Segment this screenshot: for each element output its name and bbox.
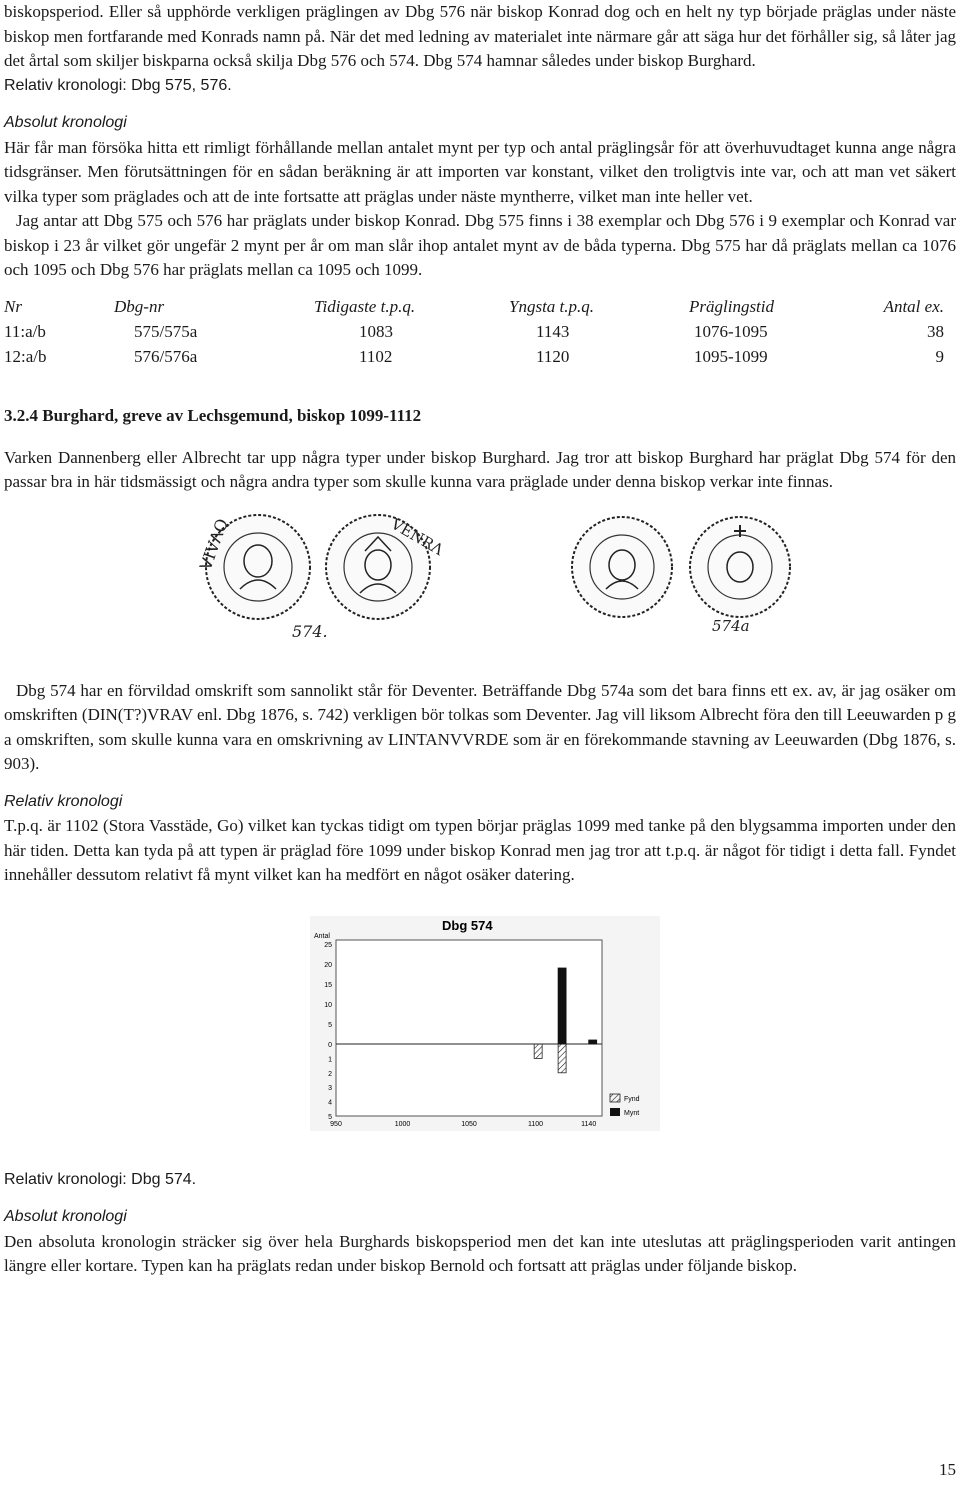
coin-label: 574a	[712, 616, 750, 635]
table-cell: 575/575a	[134, 322, 198, 341]
relative-chronology-line: Relativ kronologi: Dbg 575, 576.	[4, 76, 232, 94]
y-tick-label: 1	[328, 1055, 332, 1063]
absolute-chronology-heading-2: Absolut kronologi	[4, 1208, 127, 1225]
table-header: Präglingstid	[689, 297, 775, 316]
table-row	[4, 345, 944, 370]
y-tick-label: 15	[324, 981, 332, 989]
section-paragraph-4: Den absoluta kronologin sträcker sig över hela Burghards biskopsperiod men det kan inte uteslutas att präglingsperioden varit antingen längre eller kortare. Typen kan ha präglats redan under biskop Bernold och fortsatt att präglas under följande biskop.	[4, 1231, 956, 1275]
coin-type-table	[4, 295, 944, 370]
legend-label-fynd: Fynd	[624, 1095, 640, 1103]
obverse-rim	[572, 517, 672, 617]
table-cell: 1102	[359, 347, 393, 366]
table-header: Yngsta t.p.q.	[509, 297, 595, 316]
obverse-legend: ᐯIVᐱQ	[195, 515, 232, 572]
table-cell: 12:a/b	[4, 347, 47, 366]
y-tick-label: 4	[328, 1099, 332, 1107]
relative-chronology-line-2: Relativ kronologi: Dbg 574.	[4, 1170, 197, 1188]
page-number: 15	[939, 1460, 956, 1479]
x-tick-label: 950	[330, 1120, 342, 1128]
fynd-bar	[558, 1044, 566, 1073]
section-paragraph-3: T.p.q. är 1102 (Stora Vasstäde, Go) vilket kan tyckas tidigt om typen börjar präglas 1099 med tanke på den blygsamma importen under den här tiden. Detta kan tyda på att typen är präglad före 1099 under biskop Konrad men jag tror att t.p.q. är något för tidigt i detta fall. Fyndet innehåller dessutom relativt få mynt vilket kan ha medfört en något osäker datering.	[4, 816, 956, 884]
chart-title: Dbg 574	[442, 917, 493, 933]
coin-label: 574.	[292, 621, 328, 641]
table-header-row	[4, 295, 944, 320]
y-tick-label: 25	[324, 941, 332, 949]
y-tick-label: 2	[328, 1070, 332, 1078]
table-header: Nr	[4, 297, 22, 316]
fynd-bar	[534, 1044, 542, 1058]
x-tick-label: 1000	[394, 1120, 411, 1128]
table-cell: 11:a/b	[4, 322, 46, 341]
y-tick-label: 3	[328, 1084, 332, 1092]
x-tick-label: 1100	[527, 1120, 544, 1128]
page-content	[4, 0, 956, 1279]
relative-chronology-heading: Relativ kronologi	[4, 792, 123, 810]
coin-images	[4, 509, 956, 679]
chart-area	[4, 916, 956, 1146]
intro-paragraph-3: Jag antar att Dbg 575 och 576 har präglats under biskop Konrad. Dbg 575 finns i 38 exemplar och Dbg 576 i 9 exemplar och Konrad var biskop i 23 år vilket gör ungefär 2 mynt per år om man slår ihop antalet mynt av de båda typerna. Dbg 575 har då präglats mellan ca 1076 och 1095 och Dbg 576 har präglats mellan ca 1095 och 1099.	[4, 211, 956, 279]
table-header: Tidigaste t.p.q.	[314, 297, 416, 316]
dbg-574-chart	[310, 916, 660, 1131]
table-cell: 1076-1095	[694, 322, 768, 341]
table-header: Antal ex.	[883, 297, 944, 316]
absolute-chronology-heading: Absolut kronologi	[4, 114, 127, 131]
table-cell: 1143	[536, 322, 570, 341]
mynt-bar	[558, 968, 566, 1044]
y-axis-label: Antal	[314, 932, 330, 940]
table-cell: 9	[935, 347, 944, 366]
y-tick-label: 0	[328, 1041, 332, 1049]
y-tick-label: 10	[324, 1001, 332, 1009]
section-paragraph-1: Varken Dannenberg eller Albrecht tar upp några typer under biskop Burghard. Jag tror att biskop Burghard har präglat Dbg 574 för den passar bra in här tidsmässigt och några andra typer som skulle kunna vara präglade under denna biskop verkar inte finnas.	[4, 447, 956, 491]
section-heading: 3.2.4 Burghard, greve av Lechsgemund, biskop 1099-1112	[4, 405, 422, 425]
y-tick-label: 5	[328, 1113, 332, 1121]
legend-swatch-fynd	[610, 1094, 620, 1102]
table-cell: 1083	[359, 322, 393, 341]
intro-paragraph-2: Här får man försöka hitta ett rimligt förhållande mellan antalet mynt per typ och antal präglingsår för att överhuvudtaget kunna ange några tidsgränser. Men förutsättningen för en sådan beräkning är att importen var konstant, vilket den troligtvis inte var, och att man vet säkert vilka typer som präglades och att de inte fortsatte att präglas under näste myntherre, vilket man inte heller vet.	[4, 137, 956, 206]
table-row	[4, 320, 944, 345]
legend-label-mynt: Mynt	[624, 1109, 640, 1117]
legend-swatch-mynt	[610, 1108, 620, 1116]
x-tick-label: 1140	[581, 1120, 597, 1128]
y-tick-label: 20	[324, 961, 332, 969]
x-tick-label: 1050	[461, 1120, 477, 1128]
table-cell: 1120	[536, 347, 570, 366]
intro-paragraph-1: biskopsperiod. Eller så upphörde verkligen präglingen av Dbg 576 när biskop Konrad dog och en helt ny typ började präglas under näste biskop men fortfarande med Konrads namn på. När det med ledning av materialet inte närmare går att säga hur det förhåller sig, så låter jag det årtal som skiljer biskparna också skilja Dbg 576 och 574. Dbg 574 hamnar således under biskop Burghard.	[4, 2, 956, 70]
coin-574a-image	[564, 509, 804, 644]
mynt-bar	[589, 1040, 597, 1044]
table-cell: 576/576a	[134, 347, 198, 366]
reverse-legend: VENRΛ	[388, 514, 447, 559]
table-cell: 38	[927, 322, 944, 341]
y-tick-label: 5	[328, 1021, 332, 1029]
section-paragraph-2: Dbg 574 har en förvildad omskrift som sannolikt står för Deventer. Beträffande Dbg 574a som det bara finns ett ex. av, är jag osäker om omskriften (DIN(T?)VRAV enl. Dbg 1876, s. 742) verkligen bör tolkas som Deventer. Jag vill liksom Albrecht föra den till Leeuwarden p g a omskriften, som skulle kunna vara en omskrivning av LINTANVVRDE som är en förekommande stavning av Leeuwarden (Dbg 1876, s. 903).	[4, 680, 956, 773]
coin-574-image	[195, 509, 447, 644]
table-cell: 1095-1099	[694, 347, 768, 366]
table-header: Dbg-nr	[114, 297, 165, 316]
